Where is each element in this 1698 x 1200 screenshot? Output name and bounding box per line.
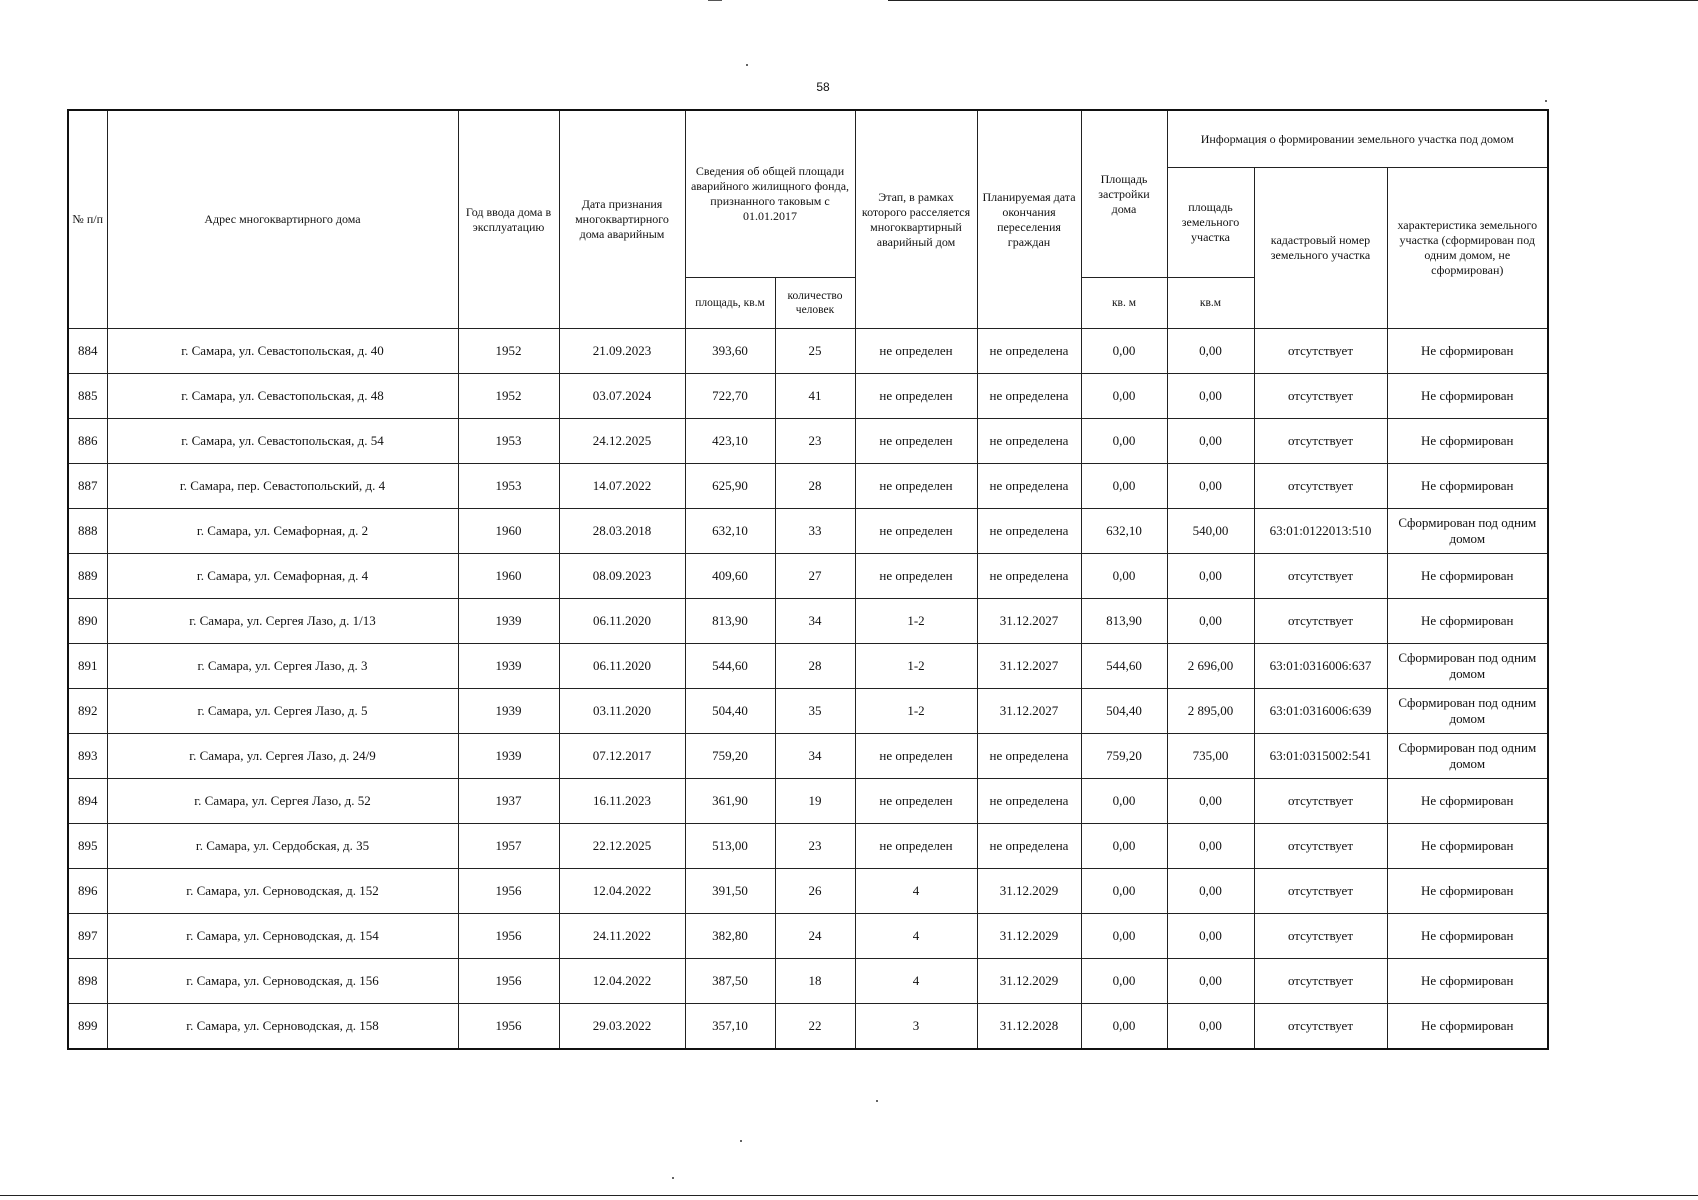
stage-cell: 4: [855, 914, 977, 959]
planned-date-cell: 31.12.2028: [977, 1004, 1081, 1050]
area-cell: 393,60: [685, 329, 775, 374]
stage-cell: не определен: [855, 464, 977, 509]
scan-speck: [740, 1140, 742, 1142]
table-row: [68, 1004, 1548, 1050]
year-cell: 1956: [458, 869, 559, 914]
table-row: [68, 329, 1548, 374]
row-number-cell: 884: [68, 329, 107, 374]
table-row: [68, 644, 1548, 689]
table-row: [68, 914, 1548, 959]
land-area-cell: 2 895,00: [1167, 689, 1254, 734]
cadastral-number-cell: отсутствует: [1254, 959, 1387, 1004]
planned-date-cell: не определена: [977, 824, 1081, 869]
land-area-cell: 0,00: [1167, 959, 1254, 1004]
people-count-cell: 41: [775, 374, 855, 419]
address-cell: г. Самара, ул. Сергея Лазо, д. 52: [107, 779, 458, 824]
land-status-cell: Не сформирован: [1387, 464, 1548, 509]
people-count-cell: 25: [775, 329, 855, 374]
address-cell: г. Самара, ул. Семафорная, д. 2: [107, 509, 458, 554]
area-cell: 544,60: [685, 644, 775, 689]
row-number-cell: 898: [68, 959, 107, 1004]
scan-artifact-top-line: [888, 0, 1698, 1]
header-planned-date: Планируемая дата окончания переселения граждан: [977, 110, 1081, 329]
year-cell: 1960: [458, 509, 559, 554]
row-number-cell: 894: [68, 779, 107, 824]
people-count-cell: 28: [775, 644, 855, 689]
stage-cell: не определен: [855, 779, 977, 824]
header-characteristic: характеристика земельного участка (сформирован под одним домом, не сформирован): [1387, 168, 1548, 329]
land-status-cell: Не сформирован: [1387, 599, 1548, 644]
area-cell: 632,10: [685, 509, 775, 554]
planned-date-cell: 31.12.2027: [977, 599, 1081, 644]
area-cell: 357,10: [685, 1004, 775, 1050]
scan-speck: [1545, 100, 1547, 102]
header-people-sub: количество человек: [775, 278, 855, 329]
build-area-cell: 0,00: [1081, 779, 1167, 824]
land-status-cell: Сформирован под одним домом: [1387, 644, 1548, 689]
area-cell: 759,20: [685, 734, 775, 779]
planned-date-cell: не определена: [977, 419, 1081, 464]
year-cell: 1952: [458, 374, 559, 419]
land-status-cell: Не сформирован: [1387, 779, 1548, 824]
land-status-cell: Не сформирован: [1387, 374, 1548, 419]
row-number-cell: 890: [68, 599, 107, 644]
table-row: [68, 734, 1548, 779]
land-status-cell: Не сформирован: [1387, 329, 1548, 374]
cadastral-number-cell: отсутствует: [1254, 869, 1387, 914]
people-count-cell: 23: [775, 419, 855, 464]
land-status-cell: Не сформирован: [1387, 869, 1548, 914]
land-status-cell: Не сформирован: [1387, 554, 1548, 599]
cadastral-number-cell: отсутствует: [1254, 914, 1387, 959]
planned-date-cell: не определена: [977, 374, 1081, 419]
build-area-cell: 813,90: [1081, 599, 1167, 644]
row-number-cell: 889: [68, 554, 107, 599]
cadastral-number-cell: отсутствует: [1254, 779, 1387, 824]
land-area-cell: 0,00: [1167, 779, 1254, 824]
row-number-cell: 897: [68, 914, 107, 959]
land-area-cell: 0,00: [1167, 1004, 1254, 1050]
stage-cell: 1-2: [855, 689, 977, 734]
build-area-cell: 0,00: [1081, 374, 1167, 419]
table-row: [68, 869, 1548, 914]
year-cell: 1956: [458, 1004, 559, 1050]
area-cell: 722,70: [685, 374, 775, 419]
land-area-cell: 0,00: [1167, 914, 1254, 959]
build-area-cell: 0,00: [1081, 1004, 1167, 1050]
planned-date-cell: 31.12.2027: [977, 689, 1081, 734]
scan-artifact-bottom-line: [0, 1195, 1698, 1196]
planned-date-cell: 31.12.2029: [977, 914, 1081, 959]
land-area-cell: 2 696,00: [1167, 644, 1254, 689]
table-row: [68, 959, 1548, 1004]
planned-date-cell: не определена: [977, 554, 1081, 599]
cadastral-number-cell: отсутствует: [1254, 824, 1387, 869]
land-area-cell: 0,00: [1167, 419, 1254, 464]
date-recognized-cell: 29.03.2022: [559, 1004, 685, 1050]
planned-date-cell: 31.12.2029: [977, 869, 1081, 914]
housing-registry-table: [67, 109, 1549, 1050]
people-count-cell: 35: [775, 689, 855, 734]
people-count-cell: 34: [775, 599, 855, 644]
address-cell: г. Самара, ул. Сергея Лазо, д. 5: [107, 689, 458, 734]
table-row: [68, 689, 1548, 734]
header-land-info: Информация о формировании земельного участка под домом: [1167, 110, 1548, 168]
header-year: Год ввода дома в эксплуатацию: [458, 110, 559, 329]
planned-date-cell: не определена: [977, 464, 1081, 509]
table-row: [68, 554, 1548, 599]
date-recognized-cell: 28.03.2018: [559, 509, 685, 554]
land-area-cell: 0,00: [1167, 554, 1254, 599]
area-cell: 625,90: [685, 464, 775, 509]
stage-cell: не определен: [855, 509, 977, 554]
table-row: [68, 374, 1548, 419]
row-number-cell: 888: [68, 509, 107, 554]
date-recognized-cell: 24.12.2025: [559, 419, 685, 464]
address-cell: г. Самара, ул. Серноводская, д. 152: [107, 869, 458, 914]
table-header: [68, 110, 1548, 329]
people-count-cell: 18: [775, 959, 855, 1004]
header-date-recognized: Дата признания многоквартирного дома аварийным: [559, 110, 685, 329]
address-cell: г. Самара, пер. Севастопольский, д. 4: [107, 464, 458, 509]
address-cell: г. Самара, ул. Сергея Лазо, д. 1/13: [107, 599, 458, 644]
date-recognized-cell: 16.11.2023: [559, 779, 685, 824]
build-area-cell: 0,00: [1081, 554, 1167, 599]
land-status-cell: Не сформирован: [1387, 959, 1548, 1004]
address-cell: г. Самара, ул. Серноводская, д. 158: [107, 1004, 458, 1050]
scan-speck: [746, 64, 748, 66]
build-area-cell: 0,00: [1081, 824, 1167, 869]
planned-date-cell: не определена: [977, 329, 1081, 374]
stage-cell: 1-2: [855, 599, 977, 644]
cadastral-number-cell: отсутствует: [1254, 329, 1387, 374]
people-count-cell: 28: [775, 464, 855, 509]
table-row: [68, 779, 1548, 824]
address-cell: г. Самара, ул. Серноводская, д. 154: [107, 914, 458, 959]
year-cell: 1957: [458, 824, 559, 869]
stage-cell: 1-2: [855, 644, 977, 689]
date-recognized-cell: 08.09.2023: [559, 554, 685, 599]
header-land-area-unit: кв.м: [1167, 278, 1254, 329]
header-address: Адрес многоквартирного дома: [107, 110, 458, 329]
cadastral-number-cell: отсутствует: [1254, 1004, 1387, 1050]
row-number-cell: 891: [68, 644, 107, 689]
header-num: № п/п: [68, 110, 107, 329]
planned-date-cell: не определена: [977, 509, 1081, 554]
stage-cell: 4: [855, 959, 977, 1004]
cadastral-number-cell: 63:01:0316006:637: [1254, 644, 1387, 689]
year-cell: 1939: [458, 689, 559, 734]
build-area-cell: 632,10: [1081, 509, 1167, 554]
table-row: [68, 509, 1548, 554]
area-cell: 382,80: [685, 914, 775, 959]
row-number-cell: 885: [68, 374, 107, 419]
header-build-area-unit: кв. м: [1081, 278, 1167, 329]
land-status-cell: Не сформирован: [1387, 1004, 1548, 1050]
scan-artifact-top-dash: [708, 0, 722, 1]
year-cell: 1939: [458, 734, 559, 779]
land-area-cell: 0,00: [1167, 824, 1254, 869]
year-cell: 1939: [458, 599, 559, 644]
address-cell: г. Самара, ул. Серноводская, д. 156: [107, 959, 458, 1004]
land-area-cell: 0,00: [1167, 869, 1254, 914]
area-cell: 391,50: [685, 869, 775, 914]
build-area-cell: 0,00: [1081, 914, 1167, 959]
cadastral-number-cell: отсутствует: [1254, 554, 1387, 599]
cadastral-number-cell: 63:01:0316006:639: [1254, 689, 1387, 734]
people-count-cell: 19: [775, 779, 855, 824]
people-count-cell: 33: [775, 509, 855, 554]
year-cell: 1960: [458, 554, 559, 599]
stage-cell: не определен: [855, 329, 977, 374]
row-number-cell: 895: [68, 824, 107, 869]
year-cell: 1937: [458, 779, 559, 824]
people-count-cell: 26: [775, 869, 855, 914]
header-area-info: Сведения об общей площади аварийного жилищного фонда, признанного таковым с 01.01.2017: [685, 110, 855, 278]
table-row: [68, 419, 1548, 464]
cadastral-number-cell: отсутствует: [1254, 419, 1387, 464]
area-cell: 409,60: [685, 554, 775, 599]
stage-cell: 3: [855, 1004, 977, 1050]
table-row: [68, 824, 1548, 869]
date-recognized-cell: 12.04.2022: [559, 869, 685, 914]
date-recognized-cell: 24.11.2022: [559, 914, 685, 959]
header-stage: Этап, в рамках которого расселяется многоквартирный аварийный дом: [855, 110, 977, 329]
header-build-area: Площадь застройки дома: [1081, 110, 1167, 278]
planned-date-cell: не определена: [977, 779, 1081, 824]
build-area-cell: 0,00: [1081, 329, 1167, 374]
date-recognized-cell: 03.07.2024: [559, 374, 685, 419]
date-recognized-cell: 03.11.2020: [559, 689, 685, 734]
table-row: [68, 464, 1548, 509]
people-count-cell: 23: [775, 824, 855, 869]
row-number-cell: 892: [68, 689, 107, 734]
year-cell: 1956: [458, 914, 559, 959]
year-cell: 1939: [458, 644, 559, 689]
stage-cell: 4: [855, 869, 977, 914]
row-number-cell: 893: [68, 734, 107, 779]
planned-date-cell: не определена: [977, 734, 1081, 779]
table-row: [68, 599, 1548, 644]
table-body: [68, 329, 1548, 1050]
area-cell: 813,90: [685, 599, 775, 644]
page-number: 58: [816, 80, 830, 94]
stage-cell: не определен: [855, 824, 977, 869]
row-number-cell: 887: [68, 464, 107, 509]
stage-cell: не определен: [855, 734, 977, 779]
land-status-cell: Сформирован под одним домом: [1387, 689, 1548, 734]
header-land-area: площадь земельного участка: [1167, 168, 1254, 278]
build-area-cell: 0,00: [1081, 419, 1167, 464]
area-cell: 423,10: [685, 419, 775, 464]
stage-cell: не определен: [855, 419, 977, 464]
planned-date-cell: 31.12.2027: [977, 644, 1081, 689]
address-cell: г. Самара, ул. Сердобская, д. 35: [107, 824, 458, 869]
land-area-cell: 735,00: [1167, 734, 1254, 779]
row-number-cell: 899: [68, 1004, 107, 1050]
address-cell: г. Самара, ул. Севастопольская, д. 48: [107, 374, 458, 419]
land-area-cell: 0,00: [1167, 374, 1254, 419]
stage-cell: не определен: [855, 554, 977, 599]
cadastral-number-cell: отсутствует: [1254, 464, 1387, 509]
land-status-cell: Сформирован под одним домом: [1387, 734, 1548, 779]
year-cell: 1953: [458, 419, 559, 464]
row-number-cell: 896: [68, 869, 107, 914]
land-status-cell: Не сформирован: [1387, 419, 1548, 464]
cadastral-number-cell: отсутствует: [1254, 599, 1387, 644]
build-area-cell: 544,60: [1081, 644, 1167, 689]
land-area-cell: 0,00: [1167, 464, 1254, 509]
land-status-cell: Не сформирован: [1387, 914, 1548, 959]
people-count-cell: 22: [775, 1004, 855, 1050]
row-number-cell: 886: [68, 419, 107, 464]
scan-speck: [672, 1177, 674, 1179]
date-recognized-cell: 06.11.2020: [559, 599, 685, 644]
cadastral-number-cell: 63:01:0122013:510: [1254, 509, 1387, 554]
build-area-cell: 504,40: [1081, 689, 1167, 734]
address-cell: г. Самара, ул. Сергея Лазо, д. 3: [107, 644, 458, 689]
build-area-cell: 0,00: [1081, 959, 1167, 1004]
scan-speck: [876, 1100, 878, 1102]
address-cell: г. Самара, ул. Семафорная, д. 4: [107, 554, 458, 599]
cadastral-number-cell: 63:01:0315002:541: [1254, 734, 1387, 779]
cadastral-number-cell: отсутствует: [1254, 374, 1387, 419]
people-count-cell: 27: [775, 554, 855, 599]
land-area-cell: 540,00: [1167, 509, 1254, 554]
date-recognized-cell: 12.04.2022: [559, 959, 685, 1004]
address-cell: г. Самара, ул. Сергея Лазо, д. 24/9: [107, 734, 458, 779]
year-cell: 1956: [458, 959, 559, 1004]
header-area-sub: площадь, кв.м: [685, 278, 775, 329]
date-recognized-cell: 14.07.2022: [559, 464, 685, 509]
land-area-cell: 0,00: [1167, 329, 1254, 374]
land-status-cell: Сформирован под одним домом: [1387, 509, 1548, 554]
people-count-cell: 24: [775, 914, 855, 959]
build-area-cell: 0,00: [1081, 464, 1167, 509]
date-recognized-cell: 22.12.2025: [559, 824, 685, 869]
address-cell: г. Самара, ул. Севастопольская, д. 40: [107, 329, 458, 374]
area-cell: 504,40: [685, 689, 775, 734]
year-cell: 1953: [458, 464, 559, 509]
date-recognized-cell: 07.12.2017: [559, 734, 685, 779]
build-area-cell: 759,20: [1081, 734, 1167, 779]
people-count-cell: 34: [775, 734, 855, 779]
area-cell: 361,90: [685, 779, 775, 824]
area-cell: 387,50: [685, 959, 775, 1004]
build-area-cell: 0,00: [1081, 869, 1167, 914]
header-cadastral: кадастровый номер земельного участка: [1254, 168, 1387, 329]
year-cell: 1952: [458, 329, 559, 374]
address-cell: г. Самара, ул. Севастопольская, д. 54: [107, 419, 458, 464]
date-recognized-cell: 06.11.2020: [559, 644, 685, 689]
stage-cell: не определен: [855, 374, 977, 419]
land-area-cell: 0,00: [1167, 599, 1254, 644]
planned-date-cell: 31.12.2029: [977, 959, 1081, 1004]
date-recognized-cell: 21.09.2023: [559, 329, 685, 374]
land-status-cell: Не сформирован: [1387, 824, 1548, 869]
area-cell: 513,00: [685, 824, 775, 869]
